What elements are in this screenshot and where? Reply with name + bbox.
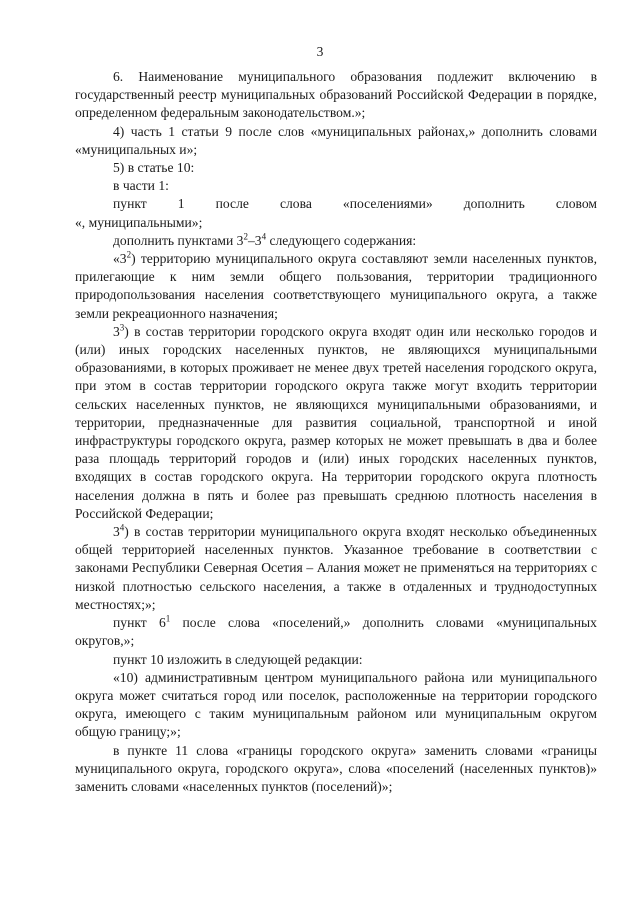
- p5-word-1: пункт: [113, 196, 147, 212]
- p6-sup-1: 2: [243, 231, 248, 242]
- p6-pre: дополнить пунктами 3: [113, 232, 244, 248]
- p5-word-6: дополнить: [463, 196, 525, 212]
- p5-word-5: «поселениями»: [342, 196, 433, 212]
- paragraph-13: в пункте 11 слова «границы городского округа» заменить словами «границы муниципального округа, городского округа», слова «поселений (населенных пунктов)» заменить словами «населенных пунктов (поселений)»;: [75, 742, 597, 794]
- p10-sup: 1: [165, 613, 171, 624]
- paragraph-9: [75, 523, 597, 614]
- document-body: [75, 68, 597, 796]
- paragraph-4: в части 1:: [113, 178, 169, 194]
- p9-pre: 3: [113, 524, 120, 540]
- paragraph-11: пункт 10 изложить в следующей редакции:: [113, 651, 363, 667]
- p5-word-7: словом: [555, 196, 597, 212]
- paragraph-3: 5) в статье 10:: [113, 160, 195, 176]
- p8-sup: 3: [119, 322, 125, 333]
- paragraph-5-tail: «, муниципальными»;: [75, 214, 203, 230]
- page-number: 3: [316, 44, 324, 59]
- p9-post: ) в состав территории муниципального округа входят несколько объединенных общей территорией населенных пунктов. Указанное требование в соответствии с законами Республики Северная Осетия – Алания может не применяться на территориях с низкой плотностью сельского населения, а также в отдаленных и труднодоступных местностях;»;: [75, 524, 597, 612]
- p8-pre: 3: [113, 323, 120, 339]
- paragraph-5-line: [75, 195, 597, 213]
- p7-pre: «3: [113, 251, 127, 267]
- paragraph-1: 6. Наименование муниципального образования подлежит включению в государственный реестр муниципальных образований Российской Федерации в порядке, определенном федеральным законодательством.»;: [75, 69, 597, 121]
- p5-word-4: слова: [279, 196, 312, 212]
- paragraph-6: [75, 232, 597, 250]
- p8-post: ) в состав территории городского округа входят один или несколько городов и (или) иных городских населенных пунктов, не являющихся муниципальными образованиями, в которых проживает не менее двух третей населения городского округа, при этом в состав территории городского округа также могут входить территории сельских населенных пунктов, не являющихся муниципальными образованиями, и территории, предназначенные для развития социальной, транспортной и иной инфраструктуры городского округа, размер которых не может превышать в два и более раза площадь территорий городов и (или) иных городских населенных пунктов, входящих в состав городского округа. На территории городского округа плотность населения должна в пять и более раз превышать среднюю плотность населения в Российской Федерации;: [75, 323, 597, 521]
- p6-post: следующего содержания:: [266, 232, 417, 248]
- p7-post: ) территорию муниципального округа составляют земли населенных пунктов, прилегающие к ним земли общего пользования, территории традиционного природопользования населения соответствующего муниципального округа, а также земли рекреационного назначения;: [75, 251, 597, 321]
- paragraph-12: «10) административным центром муниципального района или муниципального округа может считаться город или поселок, расположенные на территории городского округа, имеющего с таким муниципальным районом или муниципальным округом общую границу;»;: [75, 669, 597, 740]
- paragraph-2: 4) часть 1 статьи 9 после слов «муниципальных районах,» дополнить словами «муниципальных и»;: [75, 123, 597, 157]
- p6-dash: –3: [247, 232, 262, 248]
- paragraph-7: [75, 250, 597, 323]
- p10-post: после слова «поселений,» дополнить словами «муниципальных округов,»;: [75, 615, 597, 649]
- p10-pre: пункт 6: [113, 615, 166, 631]
- p7-sup: 2: [126, 249, 132, 260]
- paragraph-10: [75, 614, 597, 650]
- p6-sup-2: 4: [261, 231, 267, 242]
- paragraph-8: [75, 323, 597, 523]
- p9-sup: 4: [119, 522, 125, 533]
- p5-word-2: 1: [177, 196, 185, 212]
- p5-word-3: после: [215, 196, 249, 212]
